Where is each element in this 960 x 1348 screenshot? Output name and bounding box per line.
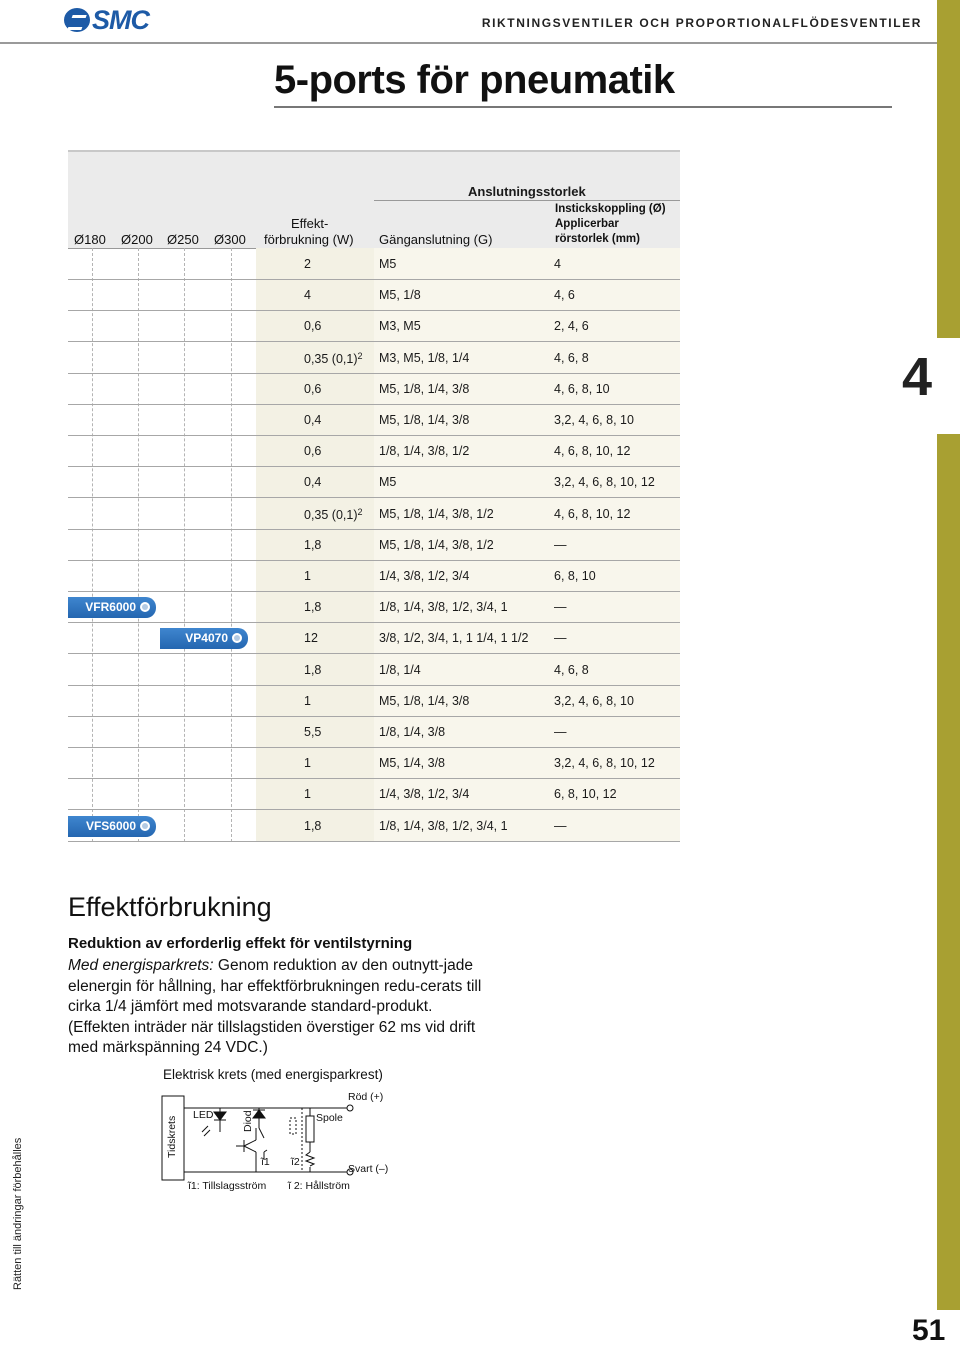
table-row xyxy=(68,530,680,561)
cell-tube-size: 3,2, 4, 6, 8, 10 xyxy=(554,693,634,708)
table-row xyxy=(68,249,680,280)
power-value: 0,6 xyxy=(304,319,322,334)
section-subtitle: Reduktion av erforderlig effekt för ventilstyrning xyxy=(68,935,413,952)
table-row xyxy=(68,311,680,342)
cell-power xyxy=(304,725,321,739)
bullet-icon xyxy=(140,602,150,612)
cell-thread: 1/4, 3/8, 1/2, 3/4 xyxy=(379,569,470,583)
cell-tube-size: — xyxy=(554,600,567,615)
title-divider xyxy=(274,106,892,108)
table-row xyxy=(68,467,680,498)
power-value: 1,8 xyxy=(304,537,322,552)
table-row xyxy=(68,655,680,686)
col-header-d180: Ø180 xyxy=(74,232,106,247)
chapter-sidebar xyxy=(937,0,960,1310)
cell-power xyxy=(304,756,311,770)
series-label: VP4070 xyxy=(185,631,228,646)
brand-logo: SMC xyxy=(92,5,149,35)
power-value: 4 xyxy=(304,288,311,303)
cell-power xyxy=(304,444,321,458)
section-number: 4 xyxy=(902,347,933,407)
table-row xyxy=(68,436,680,467)
table-row xyxy=(68,280,680,311)
cell-thread: 1/8, 1/4, 3/8, 1/2, 3/4, 1 xyxy=(379,818,508,833)
cell-power xyxy=(304,257,311,271)
cell-thread: M5, 1/8, 1/4, 3/8, 1/2 xyxy=(379,506,494,521)
circuit-title: Elektrisk krets (med energisparkrest) xyxy=(163,1067,383,1082)
bullet-icon xyxy=(232,633,242,643)
category-heading: RIKTNINGSVENTILER OCH PROPORTIONALFLÖDESVENTILER xyxy=(481,16,922,30)
cell-power xyxy=(304,382,321,396)
section-title: Effektförbrukning xyxy=(68,892,272,922)
cell-thread: M3, M5, 1/8, 1/4 xyxy=(379,350,470,365)
cell-tube-size: 4, 6, 8, 10 xyxy=(554,381,610,396)
col-header-tube-line2: Applicerbar xyxy=(555,218,619,230)
cell-power xyxy=(304,413,321,427)
series-label: VFS6000 xyxy=(85,818,136,833)
power-value: 5,5 xyxy=(304,725,322,739)
series-label: VFR6000 xyxy=(85,600,136,615)
col-header-tube-line1: Instickskoppling (Ø) xyxy=(555,203,666,215)
cell-thread: 3/8, 1/2, 3/4, 1, 1 1/4, 1 1/2 xyxy=(379,631,529,646)
cell-thread: M5, 1/8 xyxy=(379,288,421,303)
col-group-divider xyxy=(374,200,680,201)
cell-tube-size: 4, 6 xyxy=(554,288,575,303)
power-value: 1,8 xyxy=(304,662,322,677)
table-row xyxy=(68,499,680,530)
cell-thread: 1/8, 1/4 xyxy=(379,662,421,677)
table-row xyxy=(68,811,680,842)
label-led: LED xyxy=(193,1109,214,1121)
cell-thread: M3, M5 xyxy=(379,319,421,334)
power-value: 1 xyxy=(304,787,311,802)
cell-thread: M5, 1/8, 1/4, 3/8 xyxy=(379,413,470,427)
cell-thread: 1/8, 1/4, 3/8, 1/2, 3/4, 1 xyxy=(379,600,508,615)
footnote-marker: 2 xyxy=(357,506,363,517)
circuit-diagram xyxy=(160,1088,400,1198)
power-value: 1 xyxy=(304,693,311,708)
section-paragraph xyxy=(68,956,488,1059)
header-divider xyxy=(0,42,938,44)
power-value: 1,8 xyxy=(304,600,322,615)
col-header-d250: Ø250 xyxy=(167,232,199,247)
power-value: 0,35 (0,1) xyxy=(304,351,358,366)
cell-power xyxy=(304,819,321,833)
label-black-wire: Svart (–) xyxy=(348,1163,389,1175)
table-row xyxy=(68,592,680,623)
label-coil: Spole xyxy=(316,1112,343,1124)
cell-power xyxy=(304,475,321,489)
cell-thread: 1/8, 1/4, 3/8 xyxy=(379,725,446,739)
cell-power xyxy=(304,569,311,583)
cell-tube-size: 6, 8, 10, 12 xyxy=(554,787,617,802)
cell-tube-size: 2, 4, 6 xyxy=(554,319,589,334)
coil-box xyxy=(306,1116,314,1142)
row-divider xyxy=(68,841,680,842)
cell-thread: M5, 1/8, 1/4, 3/8, 1/2 xyxy=(379,537,494,552)
cell-tube-size: 3,2, 4, 6, 8, 10, 12 xyxy=(554,475,655,490)
cell-thread: M5 xyxy=(379,475,397,490)
cell-thread: 1/4, 3/8, 1/2, 3/4 xyxy=(379,787,470,802)
legend-i1: ĩ1: Tillslagsström xyxy=(188,1180,267,1192)
table-row xyxy=(68,561,680,592)
cell-tube-size: 4, 6, 8 xyxy=(554,662,589,677)
cell-power xyxy=(304,319,321,333)
cell-tube-size: 4, 6, 8 xyxy=(554,350,589,365)
page-title: 5-ports för pneumatik xyxy=(274,58,675,102)
series-badge xyxy=(68,816,156,837)
table-row xyxy=(68,686,680,717)
col-header-d300: Ø300 xyxy=(214,232,246,247)
legend-i2: ĩ 2: Hållström xyxy=(288,1180,350,1192)
cell-thread: M5, 1/8, 1/4, 3/8 xyxy=(379,381,470,396)
cell-tube-size: 3,2, 4, 6, 8, 10 xyxy=(554,413,634,427)
cell-power xyxy=(304,694,311,708)
cell-tube-size: 3,2, 4, 6, 8, 10, 12 xyxy=(554,756,655,771)
cell-power xyxy=(304,351,363,366)
paragraph-body: Genom reduktion av den outnytt-jade elenergin för hållning, har effektförbrukningen redu-cerats till cirka 1/4 jämfört med motsvarande standard-produkt. (Effekten inträder när tillslagstiden överstiger 62 ms vid drift med märkspänning 24 VDC.) xyxy=(68,957,482,1056)
cell-thread: 1/8, 1/4, 3/8, 1/2 xyxy=(379,444,470,459)
table-top-border xyxy=(68,150,680,152)
series-badge xyxy=(160,628,248,649)
led-triangle xyxy=(214,1112,226,1120)
cell-tube-size: — xyxy=(554,818,567,833)
smc-logo-icon xyxy=(64,8,90,32)
cell-power xyxy=(304,663,321,677)
cell-tube-size: — xyxy=(554,631,567,646)
cell-power xyxy=(304,538,321,552)
cell-tube-size: — xyxy=(554,537,567,552)
footnote-marker: 2 xyxy=(357,350,363,361)
disclaimer-note: Rätten till ändringar förbehålles xyxy=(12,1137,24,1290)
col-header-power-line2: förbrukning (W) xyxy=(264,232,354,247)
bullet-icon xyxy=(140,821,150,831)
power-value: 1,8 xyxy=(304,818,322,833)
power-value: 0,4 xyxy=(304,413,322,427)
table-row xyxy=(68,405,680,436)
cell-thread: M5 xyxy=(379,257,397,271)
label-red-wire: Röd (+) xyxy=(348,1091,384,1103)
power-value: 0,6 xyxy=(304,444,322,459)
cell-power xyxy=(304,600,321,614)
diode-triangle xyxy=(253,1110,265,1118)
power-value: 1 xyxy=(304,569,311,583)
cell-power xyxy=(304,288,311,302)
col-header-thread: Gänganslutning (G) xyxy=(379,232,493,247)
table-row xyxy=(68,374,680,405)
power-value: 12 xyxy=(304,631,318,646)
series-badge xyxy=(68,597,156,618)
cell-thread: M5, 1/4, 3/8 xyxy=(379,756,446,771)
paragraph-lead: Med energisparkrets: xyxy=(68,957,214,974)
col-group-header: Anslutningsstorlek xyxy=(468,184,586,199)
col-header-tube-line3: rörstorlek (mm) xyxy=(555,233,640,245)
cell-tube-size: 4, 6, 8, 10, 12 xyxy=(554,444,631,459)
cell-tube-size: 6, 8, 10 xyxy=(554,569,596,583)
cell-power xyxy=(304,507,363,522)
col-header-d200: Ø200 xyxy=(121,232,153,247)
terminal-red xyxy=(347,1105,353,1111)
label-i1: ĩ1 xyxy=(261,1156,270,1168)
power-value: 0,35 (0,1) xyxy=(304,507,358,522)
table-row xyxy=(68,779,680,810)
table-row xyxy=(68,717,680,748)
power-value: 0,6 xyxy=(304,381,322,396)
page-number: 51 xyxy=(912,1314,946,1347)
cell-tube-size: — xyxy=(554,725,567,739)
cell-thread: M5, 1/8, 1/4, 3/8 xyxy=(379,693,470,708)
power-value: 1 xyxy=(304,756,311,771)
power-value: 2 xyxy=(304,257,311,271)
label-i2: ĩ2 xyxy=(291,1156,300,1168)
table-row xyxy=(68,623,680,654)
table-row xyxy=(68,343,680,374)
label-timer: Tidskrets xyxy=(166,1115,178,1158)
cell-power xyxy=(304,787,311,801)
table-row xyxy=(68,748,680,779)
power-value: 0,4 xyxy=(304,475,322,490)
label-diode: Diod xyxy=(242,1110,254,1132)
cell-power xyxy=(304,631,318,645)
cell-tube-size: 4, 6, 8, 10, 12 xyxy=(554,506,631,521)
col-header-power-line1: Effekt- xyxy=(291,216,329,231)
cell-tube-size: 4 xyxy=(554,257,561,271)
